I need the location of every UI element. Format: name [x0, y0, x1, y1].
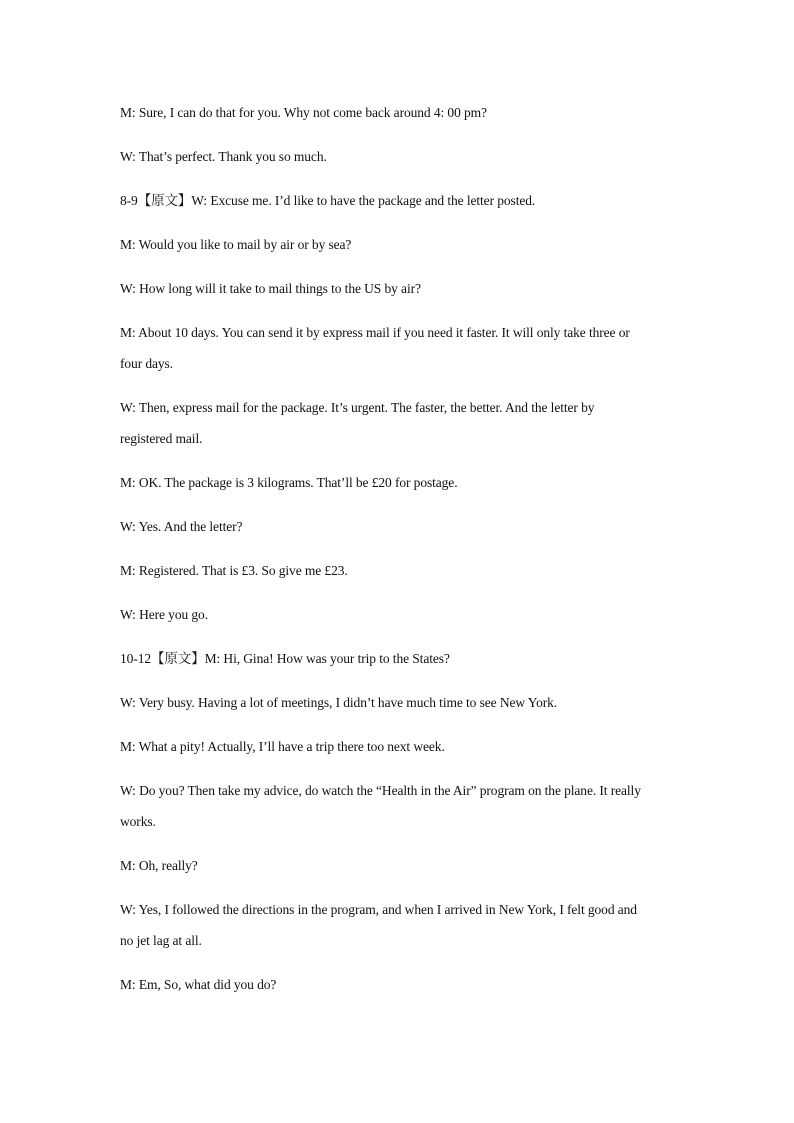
paragraph — [120, 472, 680, 493]
paragraph — [120, 604, 680, 625]
paragraph-line: M: Sure, I can do that for you. Why not come back around 4: 00 pm? — [120, 105, 487, 120]
paragraph-line: W: Yes, I followed the directions in the program, and when I arrived in New York, I felt good and — [120, 902, 637, 917]
paragraph — [120, 234, 680, 255]
paragraph-line: W: Here you go. — [120, 607, 208, 622]
paragraph-line: no jet lag at all. — [120, 933, 202, 948]
paragraph — [120, 516, 680, 537]
paragraph-line: registered mail. — [120, 431, 203, 446]
paragraph — [120, 855, 680, 876]
paragraph — [120, 392, 680, 454]
paragraph — [120, 278, 680, 299]
paragraph-line: M: OK. The package is 3 kilograms. That’ll be £20 for postage. — [120, 475, 458, 490]
paragraph — [120, 692, 680, 713]
paragraph-line: W: Then, express mail for the package. It’s urgent. The faster, the better. And the letter by — [120, 400, 595, 415]
paragraph-line: four days. — [120, 356, 173, 371]
paragraph — [120, 736, 680, 757]
transcript-body — [120, 102, 680, 1018]
paragraph-line: M: What a pity! Actually, I’ll have a trip there too next week. — [120, 739, 445, 754]
paragraph-line: 8-9【原文】W: Excuse me. I’d like to have the package and the letter posted. — [120, 193, 536, 208]
paragraph-line: M: Em, So, what did you do? — [120, 977, 277, 992]
paragraph — [120, 775, 680, 837]
paragraph — [120, 146, 680, 167]
paragraph-line: M: Oh, really? — [120, 858, 198, 873]
paragraph-line: W: How long will it take to mail things to the US by air? — [120, 281, 421, 296]
paragraph — [120, 894, 680, 956]
paragraph-line: M: Registered. That is £3. So give me £23. — [120, 563, 348, 578]
paragraph — [120, 190, 680, 211]
paragraph — [120, 102, 680, 123]
paragraph-line: M: About 10 days. You can send it by express mail if you need it faster. It will only take three or — [120, 325, 630, 340]
paragraph — [120, 560, 680, 581]
paragraph-line: W: Very busy. Having a lot of meetings, I didn’t have much time to see New York. — [120, 695, 558, 710]
paragraph-line: 10-12【原文】M: Hi, Gina! How was your trip to the States? — [120, 651, 450, 666]
paragraph-line: W: Do you? Then take my advice, do watch the “Health in the Air” program on the plane. It really — [120, 783, 641, 798]
paragraph — [120, 317, 680, 379]
paragraph — [120, 974, 680, 995]
paragraph-line: W: Yes. And the letter? — [120, 519, 243, 534]
paragraph-line: W: That’s perfect. Thank you so much. — [120, 149, 327, 164]
paragraph-line: works. — [120, 814, 156, 829]
paragraph — [120, 648, 680, 669]
paragraph-line: M: Would you like to mail by air or by sea? — [120, 237, 352, 252]
